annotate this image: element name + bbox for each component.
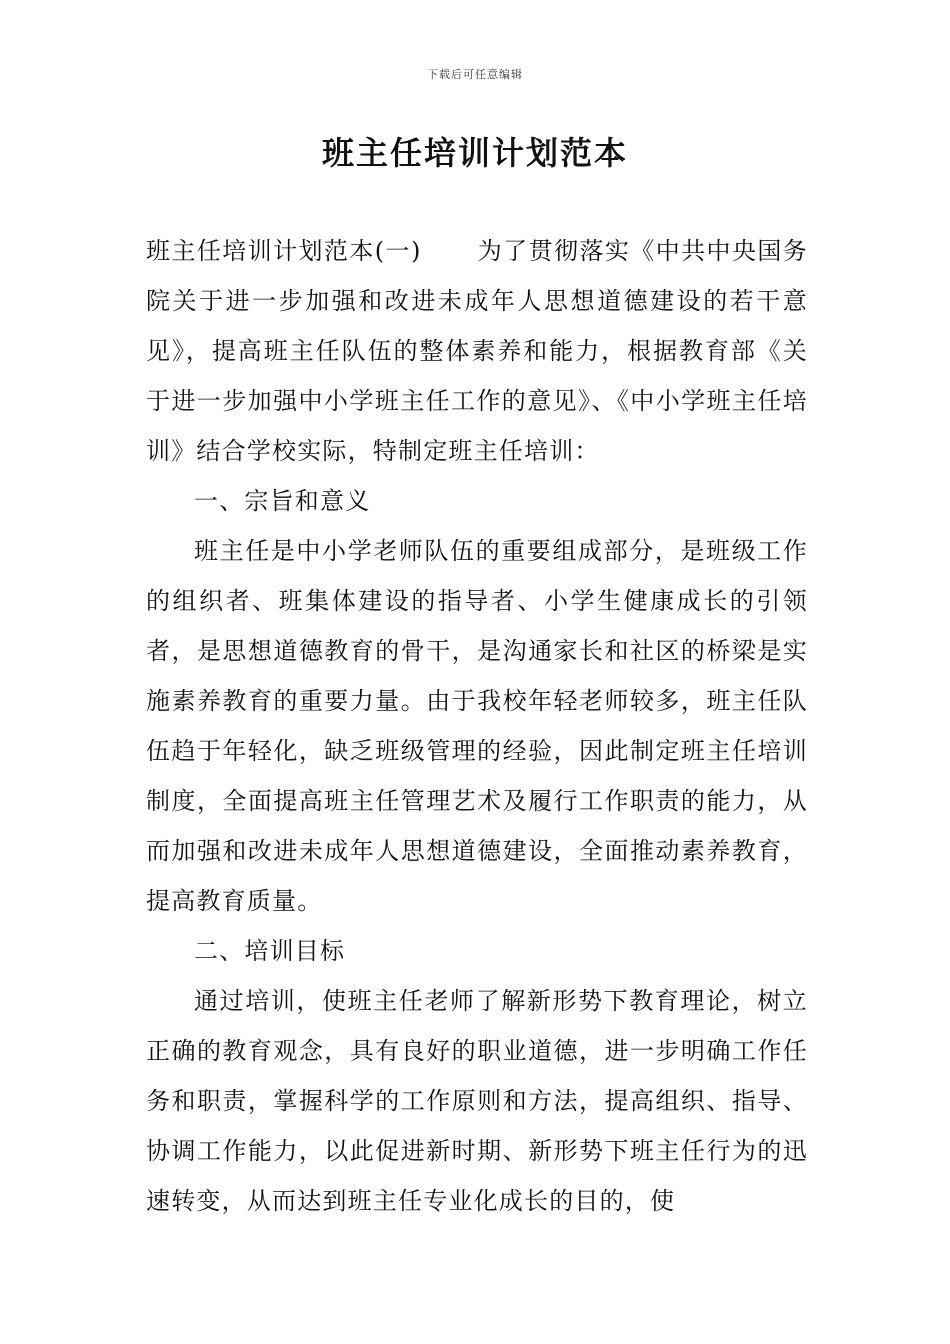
intro-text: 为了贯彻落实《中共中央国务院关于进一步加强和改进未成年人思想道德建设的若干意见》，提高班主任队伍的整体素养和能力，根据教育部《关于进一步加强中小学班主任工作的意见》、《中小学班主任培训》结合学校实际，特制定班主任培训：	[146, 237, 808, 465]
document-title: 班主任培训计划范本	[321, 134, 628, 172]
section-body-goals: 通过培训，使班主任老师了解新形势下教育理论，树立正确的教育观念，具有良好的职业道德，进一步明确工作任务和职责，掌握科学的工作原则和方法，提高组织、指导、协调工作能力，以此促进新时期、新形势下班主任行为的迅速转变，从而达到班主任专业化成长的目的，使	[146, 987, 808, 1215]
document-body	[146, 226, 808, 1226]
section-body-purpose: 班主任是中小学老师队伍的重要组成部分，是班级工作的组织者、班集体建设的指导者、小学生健康成长的引领者，是思想道德教育的骨干，是沟通家长和社区的桥梁是实施素养教育的重要力量。由于我校年轻老师较多，班主任队伍趋于年轻化，缺乏班级管理的经验，因此制定班主任培训制度，全面提高班主任管理艺术及履行工作职责的能力，从而加强和改进未成年人思想道德建设，全面推动素养教育，提高教育质量。	[146, 537, 808, 915]
section-heading-goals: 二、培训目标	[194, 937, 346, 965]
intro-paragraph	[146, 226, 808, 476]
header-note: 下载后可任意编辑	[427, 68, 523, 81]
section-heading-purpose: 一、宗旨和意义	[194, 487, 371, 515]
intro-label: 班主任培训计划范本(一)	[146, 237, 422, 265]
